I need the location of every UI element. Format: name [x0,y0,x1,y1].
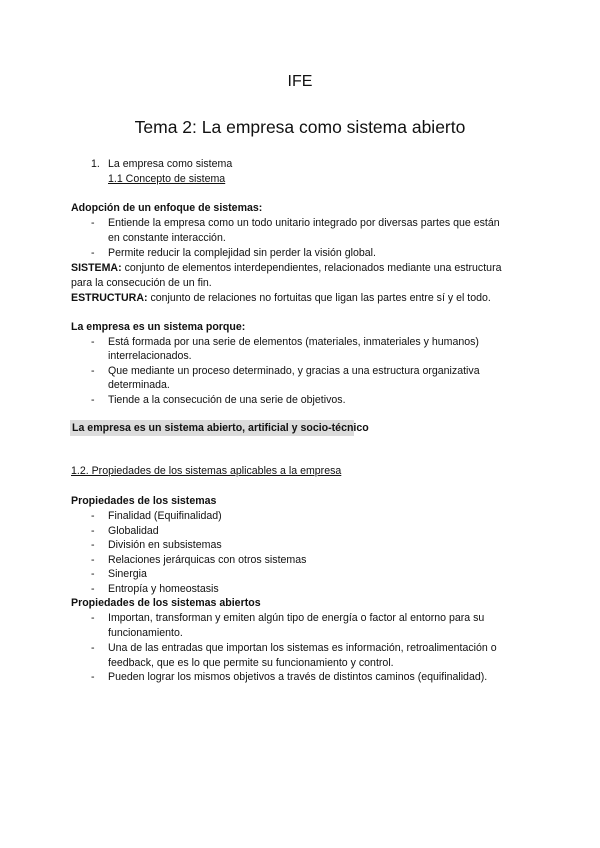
bullet-dash: - [91,217,95,229]
document-subtitle: Tema 2: La empresa como sistema abierto [134,117,466,137]
bullet-dash: - [91,336,95,348]
adopcion-heading: Adopción de un enfoque de sistemas: [71,202,263,214]
empresa-sistema-heading: La empresa es un sistema porque: [71,321,246,333]
adopcion-bullet-1-line-1: Entiende la empresa como un todo unitario integrado por diversas partes que están [108,217,500,229]
subsection-heading: 1.1 Concepto de sistema [108,173,226,185]
bullet-dash: - [91,612,95,624]
bullet-dash: - [91,671,95,683]
empresa-bullet-2-line-2: determinada. [108,379,170,391]
estructura-term: ESTRUCTURA: [71,292,148,304]
bullet-dash: - [91,394,95,406]
propiedad-item: Entropía y homeostasis [108,583,219,595]
abiertos-bullet-1-line-1: Importan, transforman y emiten algún tipo de energía o factor al entorno para su [108,612,485,624]
propiedades-heading: Propiedades de los sistemas [71,495,217,507]
section-heading: La empresa como sistema [108,158,233,170]
section-1-2-heading: 1.2. Propiedades de los sistemas aplicables a la empresa [71,465,342,477]
bullet-dash: - [91,539,95,551]
bullet-dash: - [91,510,95,522]
empresa-bullet-1-line-2: interrelacionados. [108,350,192,362]
bullet-dash: - [91,642,95,654]
adopcion-bullet-1-line-2: en constante interacción. [108,232,226,244]
empresa-bullet-2-line-1: Que mediante un proceso determinado, y gracias a una estructura organizativa [108,365,480,377]
sistema-term: SISTEMA: [71,262,122,274]
section-number: 1. [91,158,100,170]
abiertos-heading: Propiedades de los sistemas abiertos [71,597,261,609]
bullet-dash: - [91,365,95,377]
abiertos-bullet-3: Pueden lograr los mismos objetivos a través de distintos caminos (equifinalidad). [108,671,488,683]
propiedad-item: Relaciones jerárquicas con otros sistemas [108,554,307,566]
bullet-dash: - [91,247,95,259]
bullet-dash: - [91,525,95,537]
sistema-def-line-1: conjunto de elementos interdependientes, relacionados mediante una estructura [121,262,502,274]
abiertos-bullet-2-line-1: Una de las entradas que importan los sistemas es información, retroalimentación o [108,642,497,654]
propiedad-item: Sinergia [108,568,147,580]
propiedad-item: Globalidad [108,525,159,537]
propiedad-item: División en subsistemas [108,539,222,551]
sistema-def-line-2: para la consecución de un fin. [71,277,212,289]
abiertos-bullet-2-line-2: feedback, que es lo que permite su funcionamiento y control. [108,657,394,669]
bullet-dash: - [91,583,95,595]
empresa-bullet-3: Tiende a la consecución de una serie de objetivos. [108,394,346,406]
document-title: IFE [287,73,313,90]
abiertos-bullet-1-line-2: funcionamiento. [108,627,183,639]
propiedad-item: Finalidad (Equifinalidad) [108,510,222,522]
estructura-def: conjunto de relaciones no fortuitas que ligan las partes entre sí y el todo. [147,292,491,304]
estructura-definition [71,291,491,306]
adopcion-bullet-2: Permite reducir la complejidad sin perder la visión global. [108,247,376,259]
bullet-dash: - [91,554,95,566]
highlight-text: La empresa es un sistema abierto, artificial y socio-técnico [72,422,369,434]
bullet-dash: - [91,568,95,580]
empresa-bullet-1-line-1: Está formada por una serie de elementos (materiales, inmateriales y humanos) [108,336,479,348]
sistema-definition [71,261,501,276]
